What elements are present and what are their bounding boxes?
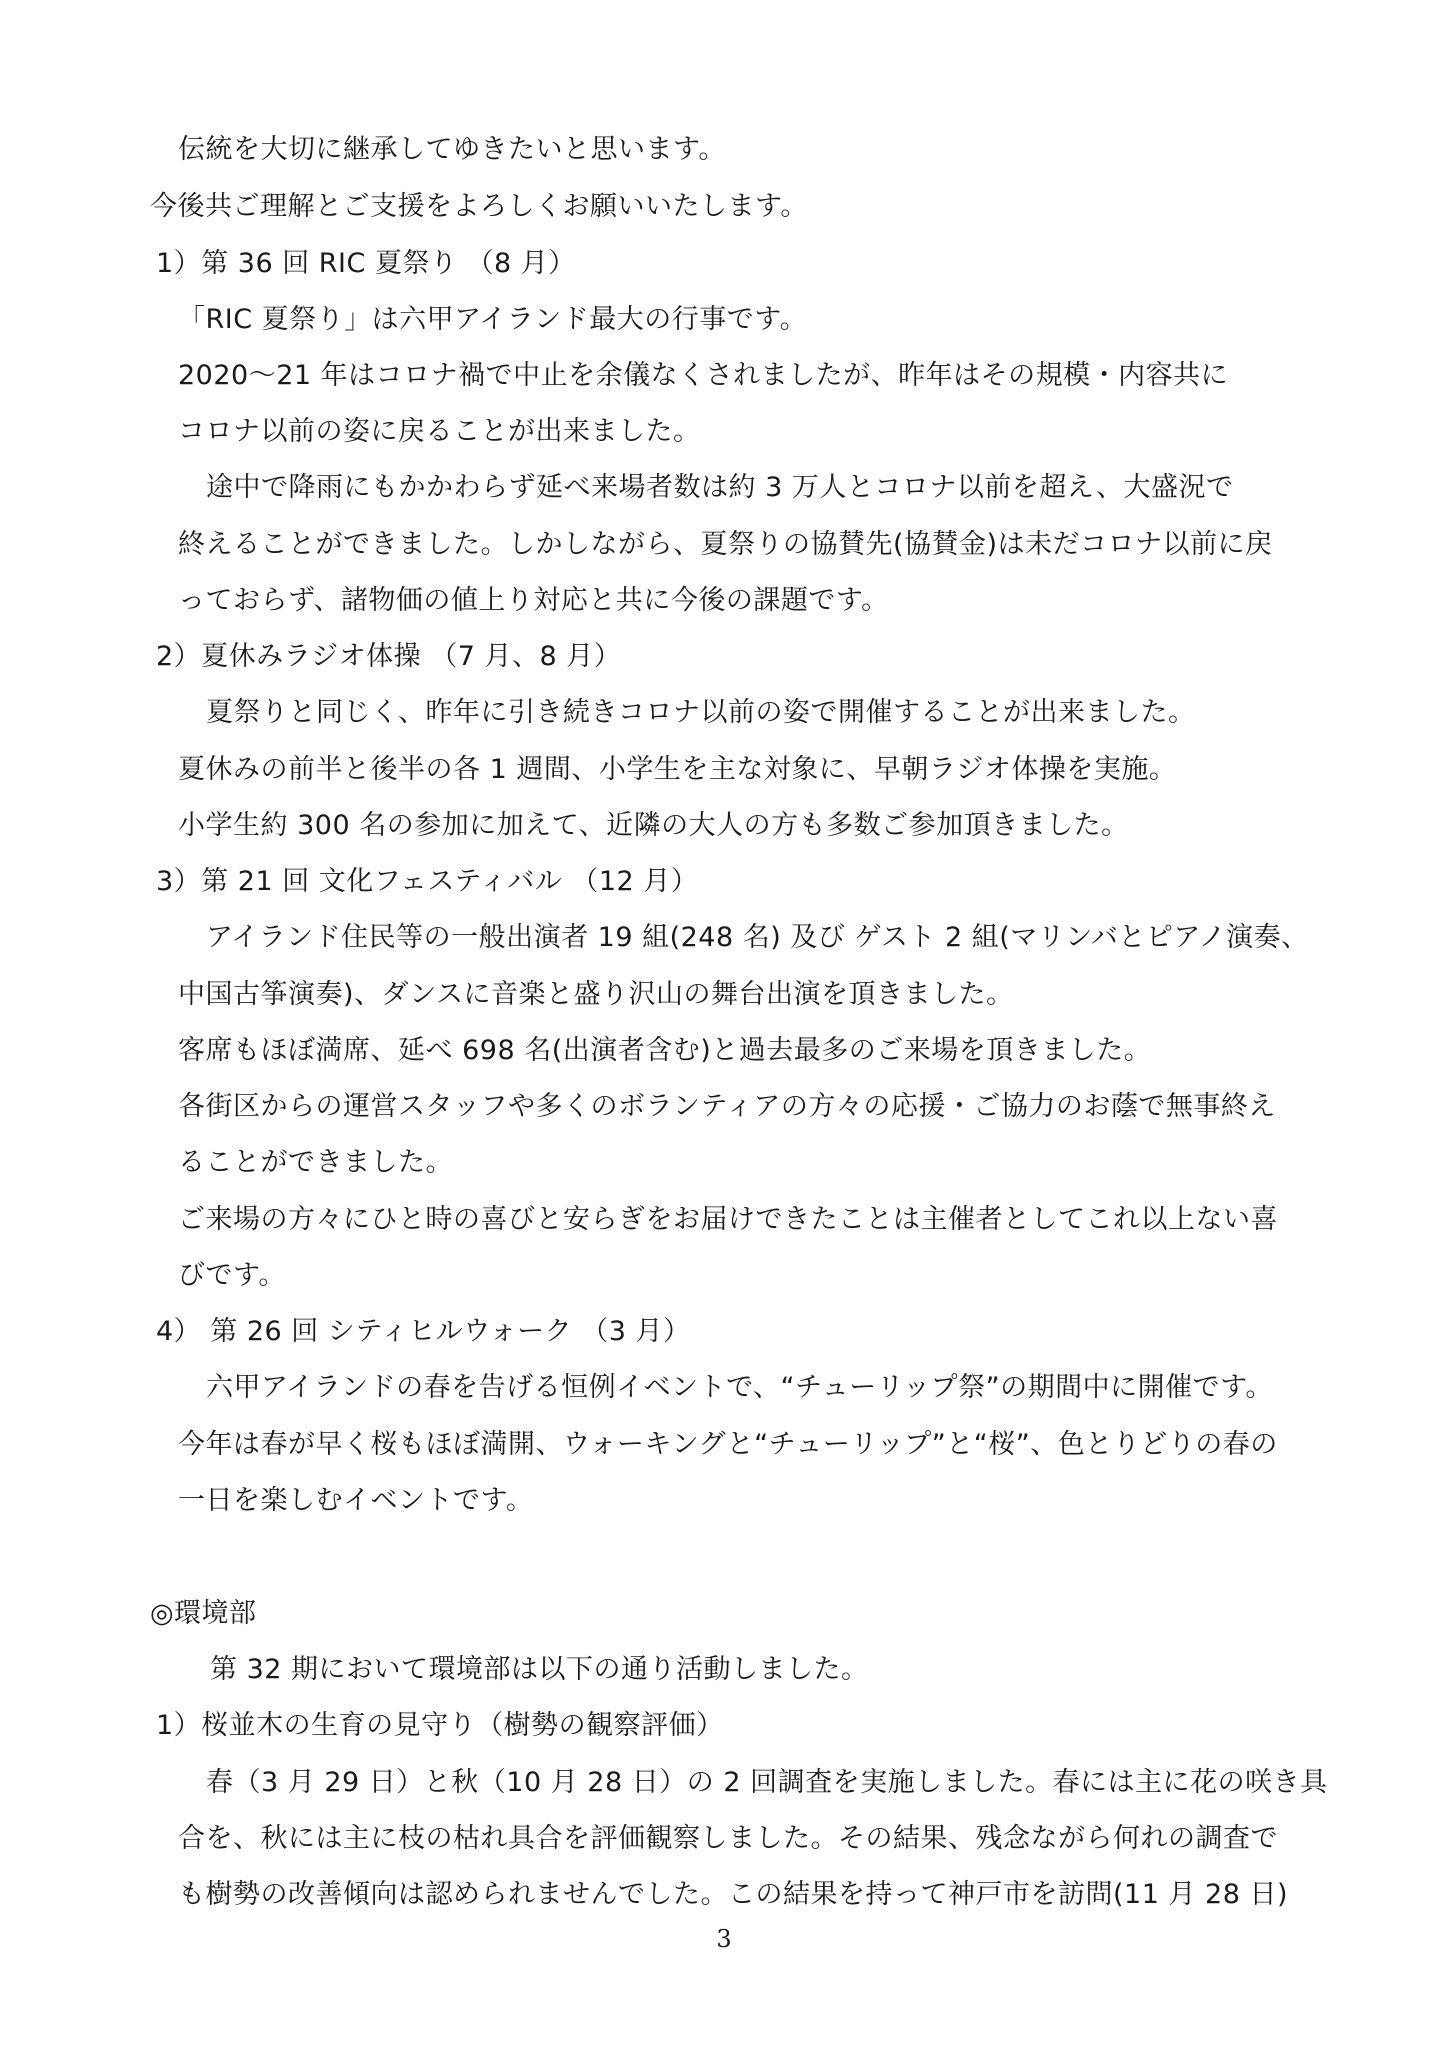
text-line: 各街区からの運営スタッフや多くのボランティアの方々の応援・ご協力のお蔭で無事終え	[178, 1091, 1276, 1122]
text-line: 客席もほぼ満席、延べ 698 名(出演者含む)と過去最多のご来場を頂きました。	[178, 1035, 1152, 1066]
text-line: 春（3 月 29 日）と秋（10 月 28 日）の 2 回調査を実施しました。春には主に花の咲き具	[206, 1767, 1328, 1798]
text-line: 合を、秋には主に枝の枯れ具合を評価観察しました。その結果、残念ながら何れの調査で	[178, 1823, 1278, 1854]
section-heading: 1）桜並木の生育の見守り（樹勢の観察評価）	[156, 1710, 724, 1741]
text-line: びです。	[178, 1260, 286, 1291]
text-line: も樹勢の改善傾向は認められませんでした。この結果を持って神戸市を訪問(11 月 28 日)	[178, 1879, 1289, 1910]
text-line: ご来場の方々にひと時の喜びと安らぎをお届けできたことは主催者としてこれ以上ない喜	[178, 1204, 1278, 1235]
section-heading: 1）第 36 回 RIC 夏祭り （8 月）	[156, 248, 576, 279]
text-line: 伝統を大切に継承してゆきたいと思います。	[178, 134, 726, 165]
department-heading: ◎環境部	[150, 1598, 257, 1629]
text-line: 2020～21 年はコロナ禍で中止を余儀なくされましたが、昨年はその規模・内容共に	[178, 360, 1229, 391]
text-line: 一日を楽しむイベントです。	[178, 1485, 534, 1516]
text-line: アイランド住民等の一般出演者 19 組(248 名) 及び ゲスト 2 組(マリンバとピアノ演奏、	[206, 922, 1309, 953]
text-line: 今年は春が早く桜もほぼ満開、ウォーキングと“チューリップ”と“桜”、色とりどりの春の	[178, 1429, 1278, 1460]
text-line: 夏休みの前半と後半の各 1 週間、小学生を主な対象に、早朝ラジオ体操を実施。	[178, 754, 1177, 785]
text-line: 夏祭りと同じく、昨年に引き続きコロナ以前の姿で開催することが出来ました。	[206, 697, 1196, 728]
text-line: 第 32 期において環境部は以下の通り活動しました。	[210, 1654, 869, 1685]
text-line: ることができました。	[178, 1147, 453, 1178]
text-line: コロナ以前の姿に戻ることが出来ました。	[178, 416, 701, 447]
section-heading: 3）第 21 回 文化フェスティバル （12 月）	[156, 866, 699, 897]
text-line: っておらず、諸物価の値上り対応と共に今後の課題です。	[178, 585, 889, 616]
text-line: 終えることができました。しかしながら、夏祭りの協賛先(協賛金)は未だコロナ以前に戻	[178, 529, 1273, 560]
page-number: 3	[716, 1925, 732, 1953]
text-line: 今後共ご理解とご支援をよろしくお願いいたします。	[150, 191, 808, 222]
text-line: 「RIC 夏祭り」は六甲アイランド最大の行事です。	[178, 304, 808, 335]
text-line: 途中で降雨にもかかわらず延べ来場者数は約 3 万人とコロナ以前を超え、大盛況で	[206, 472, 1234, 503]
text-line: 中国古筝演奏)、ダンスに音楽と盛り沢山の舞台出演を頂きました。	[178, 979, 1014, 1010]
text-line: 小学生約 300 名の参加に加えて、近隣の大人の方も多数ご参加頂きました。	[178, 810, 1129, 841]
text-line: 六甲アイランドの春を告げる恒例イベントで、“チューリップ祭”の期間中に開催です。	[206, 1372, 1273, 1403]
section-heading: 4） 第 26 回 シティヒルウォーク （3 月）	[156, 1316, 691, 1347]
section-heading: 2）夏休みラジオ体操 （7 月、8 月）	[156, 641, 622, 672]
